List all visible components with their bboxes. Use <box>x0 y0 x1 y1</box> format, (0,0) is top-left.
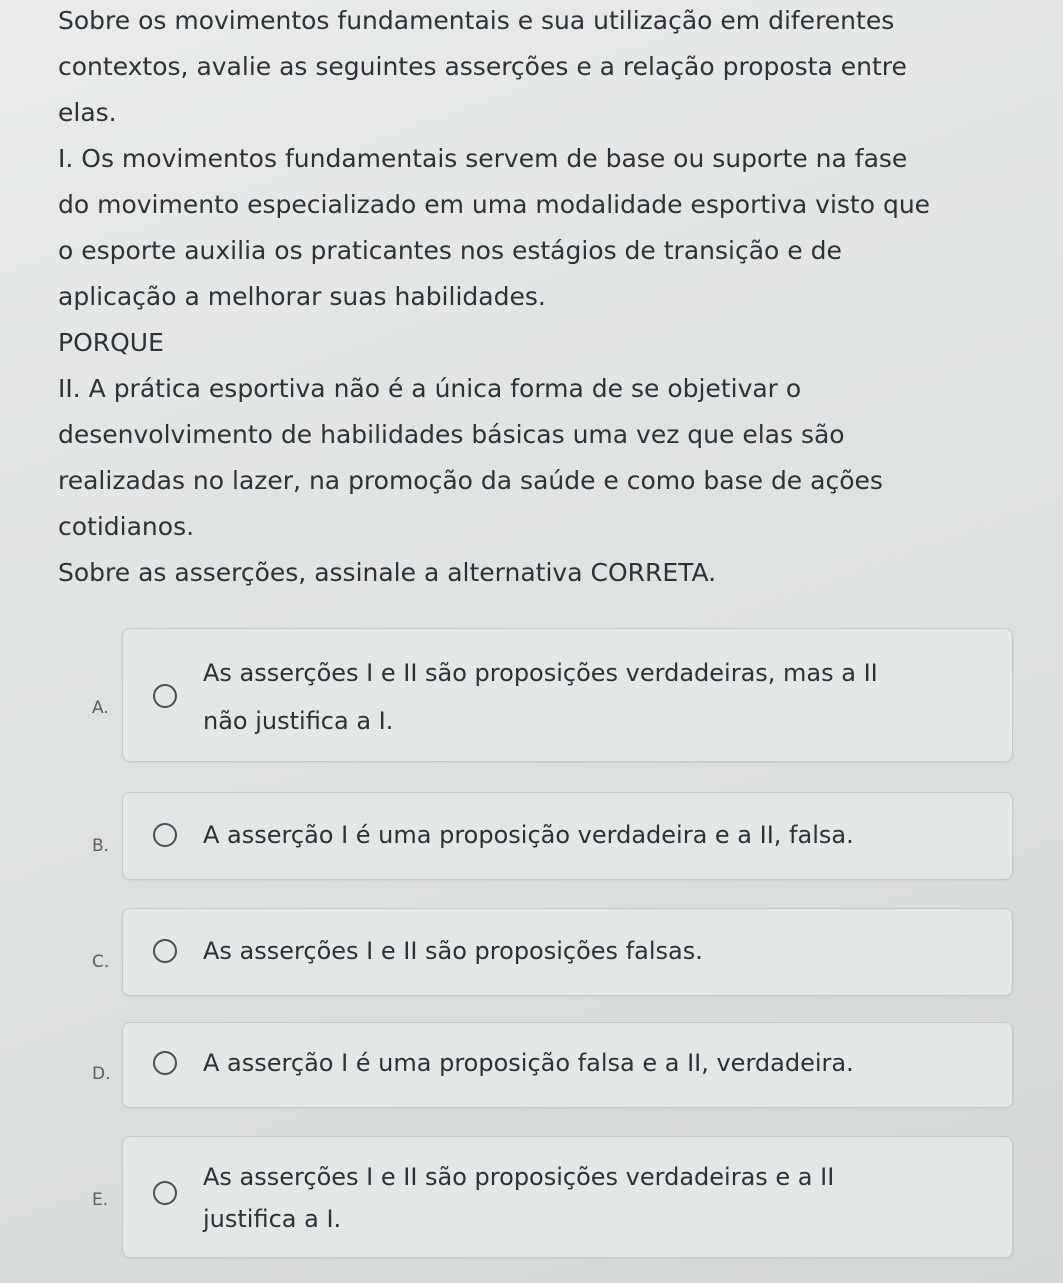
option-c[interactable] <box>0 908 1063 996</box>
option-card[interactable] <box>122 628 1013 762</box>
assertion-one-line: do movimento especializado em uma modalidade esportiva visto que <box>58 190 931 219</box>
question-line: Sobre os movimentos fundamentais e sua utilização em diferentes <box>58 6 895 35</box>
option-letter: D. <box>92 1064 111 1084</box>
option-b[interactable] <box>0 792 1063 880</box>
question-line: contextos, avalie as seguintes asserções e a relação proposta entre <box>58 52 907 81</box>
radio-circle-icon[interactable] <box>153 684 177 708</box>
assertion-one-line: aplicação a melhorar suas habilidades. <box>58 282 546 311</box>
option-text: A asserção I é uma proposição verdadeira e a II, falsa. <box>203 821 854 849</box>
option-letter: A. <box>92 698 109 718</box>
option-text: As asserções I e II são proposições verdadeiras, mas a II <box>203 659 878 687</box>
option-card[interactable] <box>122 1136 1013 1258</box>
assertion-two-line: cotidianos. <box>58 512 195 541</box>
option-letter: B. <box>92 836 110 856</box>
porque-label: PORQUE <box>58 328 164 357</box>
assertion-two-line: realizadas no lazer, na promoção da saúde e como base de ações <box>58 466 883 495</box>
assertion-one-line: I. Os movimentos fundamentais servem de base ou suporte na fase <box>58 144 908 173</box>
option-card[interactable] <box>122 792 1013 880</box>
option-card[interactable] <box>122 1022 1013 1108</box>
option-text: A asserção I é uma proposição falsa e a II, verdadeira. <box>203 1049 854 1077</box>
option-text: As asserções I e II são proposições verdadeiras e a II <box>203 1163 835 1191</box>
option-text: As asserções I e II são proposições falsas. <box>203 937 703 965</box>
radio-circle-icon[interactable] <box>153 823 177 847</box>
question-text <box>58 0 1018 596</box>
radio-circle-icon[interactable] <box>153 1181 177 1205</box>
question-line: elas. <box>58 98 117 127</box>
option-a[interactable] <box>0 628 1063 762</box>
option-d[interactable] <box>0 1022 1063 1108</box>
instruction-line: Sobre as asserções, assinale a alternativa CORRETA. <box>58 558 717 587</box>
option-text: justifica a I. <box>203 1205 342 1233</box>
radio-circle-icon[interactable] <box>153 939 177 963</box>
option-card[interactable] <box>122 908 1013 996</box>
assertion-one-line: o esporte auxilia os praticantes nos estágios de transição e de <box>58 236 842 265</box>
option-e[interactable] <box>0 1136 1063 1258</box>
assertion-two-line: desenvolvimento de habilidades básicas uma vez que elas são <box>58 420 845 449</box>
assertion-two-line: II. A prática esportiva não é a única forma de se objetivar o <box>58 374 802 403</box>
option-letter: C. <box>92 952 110 972</box>
option-text: não justifica a I. <box>203 707 394 735</box>
radio-circle-icon[interactable] <box>153 1051 177 1075</box>
option-letter: E. <box>92 1190 109 1210</box>
